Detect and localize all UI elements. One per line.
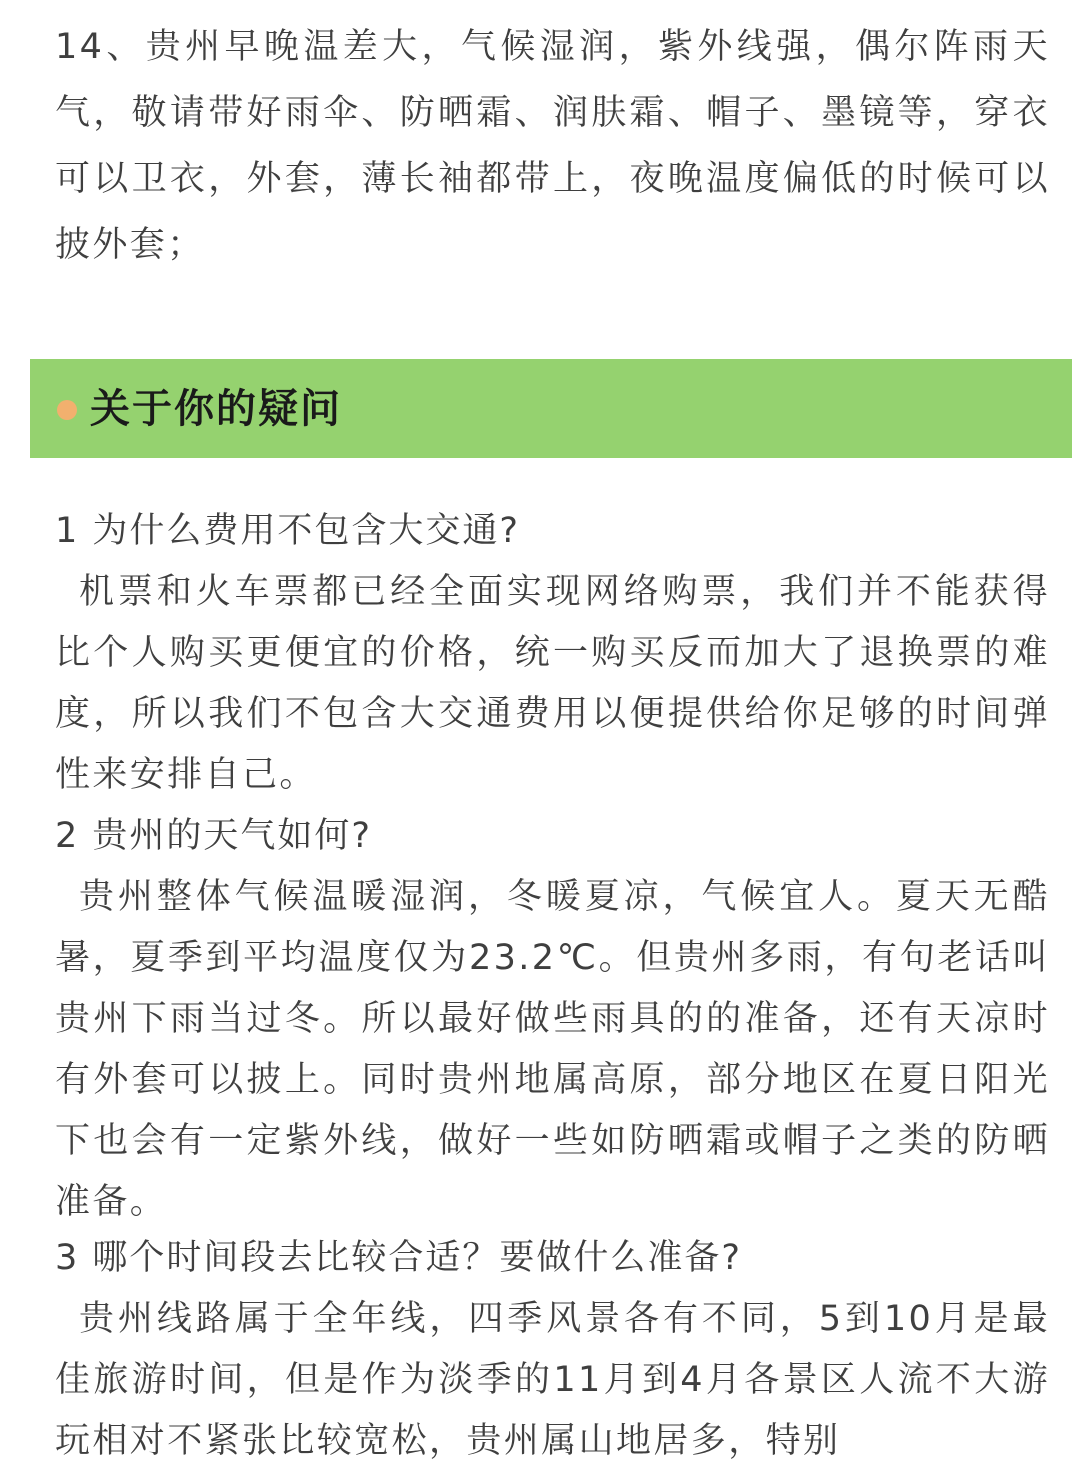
faq-answer-2: 贵州整体气候温暖湿润，冬暖夏凉，气候宜人。夏天无酷暑，夏季到平均温度仅为23.2℃。但贵州多雨，有句老话叫贵州下雨当过冬。所以最好做些雨具的的准备，还有天凉时有外套可以披上。同时贵州地属高原，部分地区在夏日阳光下也会有一定紫外线，做好一些如防晒霜或帽子之类的防晒准备。	[55, 877, 1050, 1222]
faq-question-1: 1 为什么费用不包含大交通?	[55, 511, 520, 551]
intro-paragraph: 14、贵州早晚温差大，气候湿润，紫外线强，偶尔阵雨天气，敬请带好雨伞、防晒霜、润肤霜、帽子、墨镜等，穿衣可以卫衣，外套，薄长袖都带上，夜晚温度偏低的时候可以披外套；	[55, 27, 1050, 265]
section-title: 关于你的疑问	[90, 386, 342, 432]
faq-answer-3: 贵州线路属于全年线，四季风景各有不同，5到10月是最佳旅游时间，但是作为淡季的11月到4月各景区人流不大游玩相对不紧张比较宽松，贵州属山地居多，特别	[55, 1299, 1050, 1461]
section-header	[30, 359, 1072, 458]
faq-answer-1: 机票和火车票都已经全面实现网络购票，我们并不能获得比个人购买更便宜的价格，统一购买反而加大了退换票的难度，所以我们不包含大交通费用以便提供给你足够的时间弹性来安排自己。	[55, 572, 1050, 795]
faq-question-3: 3 哪个时间段去比较合适？要做什么准备?	[55, 1238, 742, 1278]
bullet-dot-icon	[57, 400, 77, 420]
faq-question-2: 2 贵州的天气如何?	[55, 816, 372, 856]
